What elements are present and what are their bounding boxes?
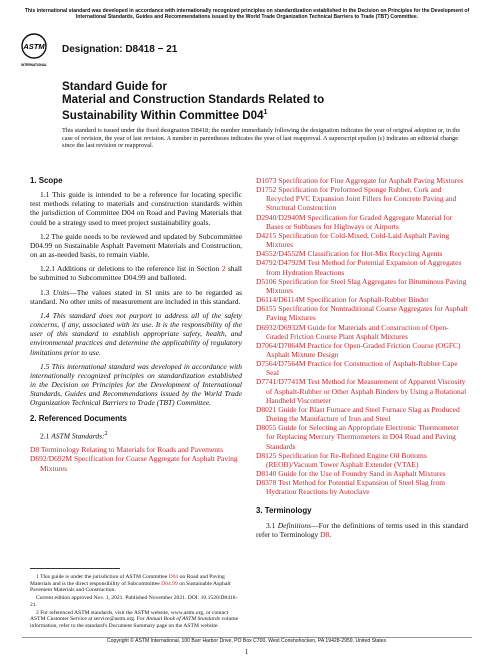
reference-code-link[interactable]: D7064/D7064M xyxy=(256,340,306,350)
d04-link[interactable]: D04 xyxy=(168,574,179,580)
footnote-2-ref[interactable]: 2 xyxy=(104,429,108,437)
reference-code-link[interactable]: D7741/D7741M xyxy=(256,377,306,387)
reference-item xyxy=(256,341,468,359)
footnotes xyxy=(30,574,240,631)
title-line: Sustainability Within Committee $D04^1$ xyxy=(62,108,268,122)
footnote-2: 2 For referenced ASTM standards, visit the ASTM website, www.astm.org, or contact ASTM Customer Service at service@astm.org. For Annual Book of ASTM Standards volume information, refer to the standard's Document Summary page on the ASTM website. xyxy=(30,609,239,629)
reference-item xyxy=(256,277,468,295)
reference-code-link[interactable]: D8 xyxy=(30,445,40,455)
reference-title-link[interactable]: Practice for Construction of Asphalt-Rubber Cape Seal xyxy=(266,359,458,378)
reference-code-link[interactable]: D6155 xyxy=(256,304,277,314)
reference-title-link[interactable]: Guide for the Use of Foundry Sand in Asphalt Mixtures xyxy=(276,469,446,478)
para-1-1: 1.1 This guide is intended to be a reference for locating specific test methods relating to materials and construction standards within the jurisdiction of Committee D04 on Road and Paving Materials that could be a strategy used to meet project sustainability goals. xyxy=(30,190,242,227)
reference-title-link[interactable]: Specification for Preformed Sponge Rubber, Cork and Recycled PVC Expansion Joint Fillers for Concrete Paving and Structural Construction xyxy=(266,185,457,213)
para-2-1: 2.1 ASTM Standards:$^2$ xyxy=(40,429,108,441)
reference-title-link[interactable]: Guide for Blast Furnace and Steel Furnace Slag as Produced During the Manufacture of Iron and Steel xyxy=(266,404,460,424)
d8-link[interactable]: D8 xyxy=(320,529,330,539)
reference-title-link[interactable]: Specification for Fine Aggregate for Asphalt Paving Mixtures xyxy=(276,176,464,185)
astm-logo xyxy=(21,33,47,71)
reference-title-link[interactable]: Specification for Nontraditional Coarse Aggregates for Asphalt Paving Mixtures xyxy=(266,304,468,323)
tbt-notice: This international standard was developed in accordance with internationally recognized principles on standardization established in the Decision on Principles for the Development of International Standards, Guides and Recommendations issued by the World Trade Organization Technical Barriers to Trade (TBT) Committee. xyxy=(24,8,470,21)
reference-code-link[interactable]: D1752 xyxy=(256,185,277,195)
reference-title-link[interactable]: Specification for Cold-Mixed, Cold-Laid Asphalt Paving Mixtures xyxy=(266,230,450,250)
reference-title-link[interactable]: Specification for Re-Refined Engine Oil Bottoms (REOB)/Vacuum Tower Asphalt Extender (VTAE) xyxy=(266,450,427,469)
reference-item xyxy=(256,258,468,276)
reference-title-link[interactable]: Specification for Graded Aggregate Material for Bases or Subbases for Highways or Airports xyxy=(266,212,453,231)
reference-item xyxy=(256,469,468,478)
reference-code-link[interactable]: D8140 xyxy=(256,469,277,478)
reference-title-link[interactable]: Test Method for Potential Expansion of Steel Slag from Hydration Reactions by Autoclave xyxy=(266,478,446,497)
svg-text:ASTM: ASTM xyxy=(23,42,45,51)
reference-code-link[interactable]: D1073 xyxy=(256,176,277,185)
reference-code-link[interactable]: D692/D692M xyxy=(30,454,73,464)
title-line: Material and Construction Standards Related to xyxy=(62,93,325,106)
para-1-2: 1.2 The guide needs to be reviewed and updated by Subcommittee D04.99 on Sustainable Asphalt Pavement Materials and Construction, on an as-needed basis, to remain viable. xyxy=(30,231,242,260)
footnote-rule xyxy=(30,568,120,569)
reference-code-link[interactable]: D8125 xyxy=(256,450,277,460)
reference-item xyxy=(30,445,242,454)
reference-item xyxy=(256,323,468,341)
footnote-1-edition: Current edition approved Nov. 1, 2021. Published November 2021. DOI: 10.1520/D8418-21. xyxy=(30,595,238,608)
reference-item xyxy=(256,377,468,404)
reference-title-link[interactable]: Guide for Selecting an Appropriate Electronic Thermometer for Replacing Mercury Thermometers in D04 Road and Paving Standards xyxy=(266,423,459,451)
reference-code-link[interactable]: D4215 xyxy=(256,230,277,240)
section-heading-terminology: 3. Terminology xyxy=(256,506,312,516)
reference-code-link[interactable]: D4792/D4792M xyxy=(256,258,306,268)
reference-item xyxy=(256,249,468,258)
reference-code-link[interactable]: D7564/D7564M xyxy=(256,359,306,369)
title-footnote-ref[interactable]: 1 xyxy=(263,109,268,116)
reference-item xyxy=(256,213,468,231)
reference-title-link[interactable]: Practice for Open-Graded Friction Course (OGFC) Asphalt Mixture Design xyxy=(266,340,461,359)
reference-title-link[interactable]: Classification for Hot-Mix Recycling Agents xyxy=(305,249,443,259)
reference-item xyxy=(256,451,468,469)
d04-99-link[interactable]: D04.99 xyxy=(161,580,178,587)
reference-item xyxy=(256,176,468,185)
copyright-footer: Copyright © ASTM International, 100 Barr Harbor Drive, PO Box C700, West Conshohocken, PA 19428-2959. United States xyxy=(106,638,387,644)
reference-title-link[interactable]: Specification for Asphalt-Rubber Binder xyxy=(305,295,429,305)
reference-code-link[interactable]: D8378 xyxy=(256,478,277,488)
left-column xyxy=(30,176,242,473)
reference-code-link[interactable]: D6114/D6114M xyxy=(256,295,306,305)
reference-item xyxy=(256,478,468,496)
para-1-4: 1.4 This standard does not purport to address all of the safety concerns, if any, associated with its use. It is the responsibility of the user of this standard to establish appropriate safety, health, and environmental practices and determine the applicability of regulatory limitations prior to use. xyxy=(30,310,242,357)
reference-item xyxy=(256,304,468,322)
reference-code-link[interactable]: D2940/D2940M xyxy=(256,212,306,222)
document-title xyxy=(62,80,392,122)
reference-code-link[interactable]: D8055 xyxy=(256,423,277,433)
reference-code-link[interactable]: D4552/D4552M xyxy=(256,249,306,259)
reference-title-link[interactable]: Terminology Relating to Materials for Roads and Pavements xyxy=(39,445,224,455)
title-line: Standard Guide for xyxy=(62,80,167,93)
reference-title-link[interactable]: Specification for Coarse Aggregate for Asphalt Paving Mixtures xyxy=(40,454,238,473)
section-heading-scope: 1. Scope xyxy=(30,176,63,185)
issued-note: This standard is issued under the fixed designation D8418; the number immediately following the designation indicates the year of original adoption or, in the case of revision, the year of last revision. A number in parentheses indicates the year of last reapproval. A superscript epsilon (ε) indicates an editorial change since the last revision or reapproval. xyxy=(62,127,461,150)
para-1-2-1: 1.2.1 Additions or deletions to the reference list in Section 2 shall be submitted to Subcommittee D04.99 and balloted. xyxy=(30,264,242,283)
reference-item xyxy=(256,423,468,450)
reference-code-link[interactable]: D8021 xyxy=(256,404,277,414)
reference-item xyxy=(30,454,242,472)
reference-title-link[interactable]: Test Method for Measurement of Apparent Viscosity of Asphalt-Rubber or Other Asphalt Binders by Using a Rotational Handheld Viscometer xyxy=(266,377,467,405)
reference-item xyxy=(256,231,468,249)
right-reference-list xyxy=(256,176,468,496)
reference-code-link[interactable]: D5106 xyxy=(256,276,277,286)
para-1-3: 1.3 Units—The values stated in SI units are to be regarded as standard. No other units of measurement are included in this standard. xyxy=(30,287,243,306)
reference-item xyxy=(256,295,468,304)
reference-item xyxy=(256,405,468,423)
para-3-1: 3.1 Definitions—For the definitions of terms used in this standard refer to Terminology D8. xyxy=(256,520,468,539)
reference-item xyxy=(256,185,468,212)
reference-title-link[interactable]: Guide for Materials and Construction of Open-Graded Friction Course Plant Asphalt Mixtures xyxy=(266,322,449,341)
reference-item xyxy=(256,359,468,377)
reference-title-link[interactable]: Test Method for Potential Expansion of Aggregates from Hydration Reactions xyxy=(266,258,462,277)
reference-code-link[interactable]: D6932/D6932M xyxy=(256,322,306,332)
reference-title-link[interactable]: Specification for Steel Slag Aggregates for Bituminous Paving Mixtures xyxy=(266,276,467,295)
para-1-5: 1.5 This international standard was developed in accordance with internationally recognized principles on standardization established in the Decision on Principles for the Development of International Standards, Guides and Recommendations issued by the World Trade Organization Technical Barriers to Trade (TBT) Committee. xyxy=(30,361,242,408)
section-heading-referenced-documents: 2. Referenced Documents xyxy=(30,414,127,424)
left-reference-list xyxy=(30,445,242,472)
section-2-link[interactable]: 2 xyxy=(221,264,226,274)
page-number: 1 xyxy=(244,648,249,656)
designation: Designation: D8418 − 21 xyxy=(62,44,178,55)
right-column xyxy=(256,176,468,544)
svg-text:INTERNATIONAL: INTERNATIONAL xyxy=(21,63,47,67)
footnote-1: 1 This guide is under the jurisdiction of ASTM Committee D04 on Road and Paving Materials and is the direct responsibility of Subcommittee D04.99 on Sustainable Asphalt Pavement Materials and Construction. xyxy=(30,574,231,594)
